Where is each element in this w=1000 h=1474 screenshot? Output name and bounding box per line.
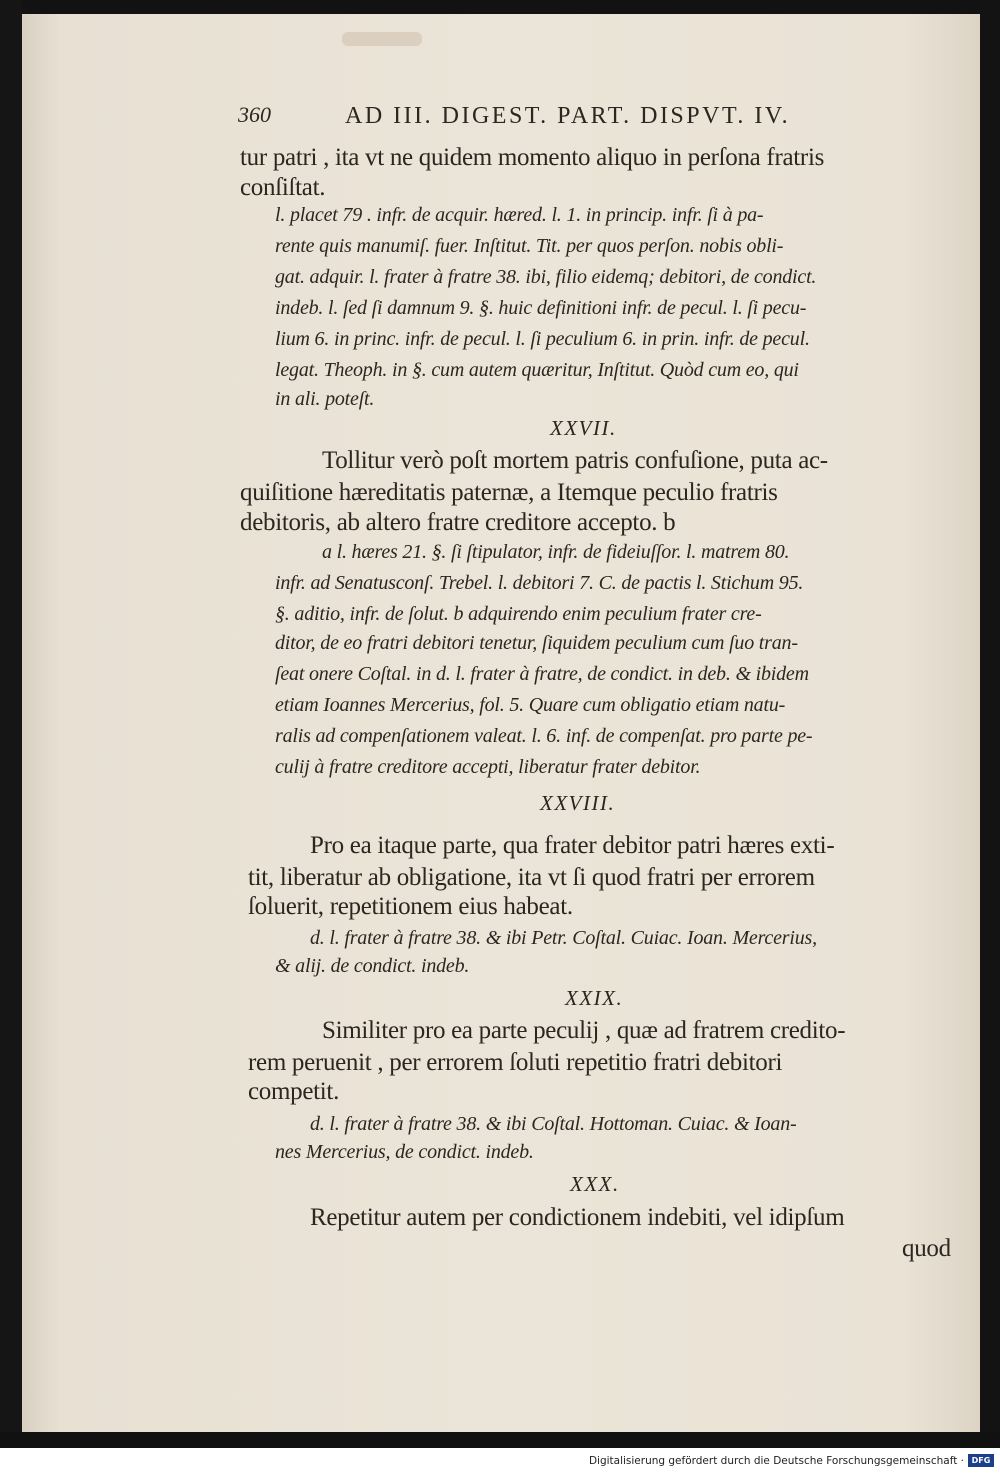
catchword: quod	[902, 1235, 951, 1262]
digitization-footer	[0, 1448, 1000, 1474]
text-line: Repetitur autem per condictionem indebiti, vel idipſum	[310, 1204, 845, 1231]
section-heading: XXIX.	[565, 986, 624, 1010]
scan-border-left	[0, 0, 22, 1446]
section-heading: XXVIII.	[540, 791, 616, 815]
text-line: Tollitur verò poſt mortem patris confuſione, puta ac-	[322, 447, 828, 474]
text-line: competit.	[248, 1078, 340, 1105]
footnote-line: ditor, de eo fratri debitori tenetur, ſiquidem peculium cum ſuo tran-	[275, 632, 798, 654]
footnote-line: nes Mercerius, de condict. indeb.	[275, 1141, 534, 1163]
footnote-line: culij à fratre creditore accepti, liberatur frater debitor.	[275, 756, 701, 778]
section-heading: XXVII.	[550, 416, 617, 440]
footnote-line: rente quis manumiſ. fuer. Inſtitut. Tit. per quos perſon. nobis obli-	[275, 235, 784, 257]
footnote-line: l. placet 79 . infr. de acquir. hæred. l. 1. in princip. infr. ſi à pa-	[275, 204, 764, 226]
footnote-line: legat. Theoph. in §. cum autem quæritur, Inſtitut. Quòd cum eo, qui	[275, 359, 799, 381]
footnote-line: d. l. frater à fratre 38. & ibi Petr. Coſtal. Cuiac. Ioan. Mercerius,	[310, 927, 817, 949]
footnote-line: ſeat onere Coſtal. in d. l. frater à fratre, de condict. in deb. & ibidem	[275, 663, 809, 685]
scan-border-top	[0, 0, 1000, 14]
scan-border-right	[980, 0, 1000, 1446]
footnote-line: & alij. de condict. indeb.	[275, 955, 470, 977]
text-line: Similiter pro ea parte peculij , quæ ad fratrem credito-	[322, 1017, 846, 1044]
text-line: quiſitione hæreditatis paternæ, a Itemque peculio fratris	[240, 479, 778, 506]
footnote-line: ralis ad compenſationem valeat. l. 6. inf. de compenſat. pro parte pe-	[275, 725, 813, 747]
text-line: debitoris, ab altero fratre creditore accepto. b	[240, 509, 676, 536]
funding-notice: Digitalisierung gefördert durch die Deutsche Forschungsgemeinschaft ·	[588, 1455, 964, 1467]
scan-border-bottom	[0, 1432, 1000, 1448]
footnote-line: lium 6. in princ. infr. de pecul. l. ſi peculium 6. in prin. infr. de pecul.	[275, 328, 810, 350]
stain-mark	[342, 32, 422, 46]
section-heading: XXX.	[570, 1172, 620, 1196]
text-line: Pro ea itaque parte, qua frater debitor patri hæres exti-	[310, 832, 835, 859]
text-line: rem peruenit , per errorem ſoluti repetitio fratri debitori	[248, 1049, 783, 1076]
text-line: tur patri , ita vt ne quidem momento aliquo in perſona fratris	[240, 144, 825, 171]
footnote-line: §. aditio, infr. de ſolut. b adquirendo enim peculium frater cre-	[275, 603, 762, 625]
footnote-line: in ali. poteſt.	[275, 388, 375, 410]
footnote-line: indeb. l. ſed ſi damnum 9. §. huic definitioni infr. de pecul. l. ſi pecu-	[275, 297, 807, 319]
dfg-logo-icon: DFG	[968, 1454, 994, 1467]
running-head: AD III. DIGEST. PART. DISPVT. IV.	[345, 103, 791, 129]
footnote-line: d. l. frater à fratre 38. & ibi Coſtal. Hottoman. Cuiac. & Ioan-	[310, 1113, 797, 1135]
footnote-line: etiam Ioannes Mercerius, fol. 5. Quare cum obligatio etiam natu-	[275, 694, 786, 716]
footnote-line: infr. ad Senatusconſ. Trebel. l. debitori 7. C. de pactis l. Stichum 95.	[275, 572, 804, 594]
footnote-line: gat. adquir. l. frater à fratre 38. ibi, filio eidemq; debitori, de condict.	[275, 266, 817, 288]
footnote-line: a l. hæres 21. §. ſi ſtipulator, infr. de fideiuſſor. l. matrem 80.	[322, 541, 790, 563]
text-line: tit, liberatur ab obligatione, ita vt ſi quod fratri per errorem	[248, 864, 815, 891]
text-line: ſoluerit, repetitionem eius habeat.	[248, 893, 573, 920]
page-number: 360	[238, 102, 271, 127]
text-line: conſiſtat.	[240, 174, 326, 201]
